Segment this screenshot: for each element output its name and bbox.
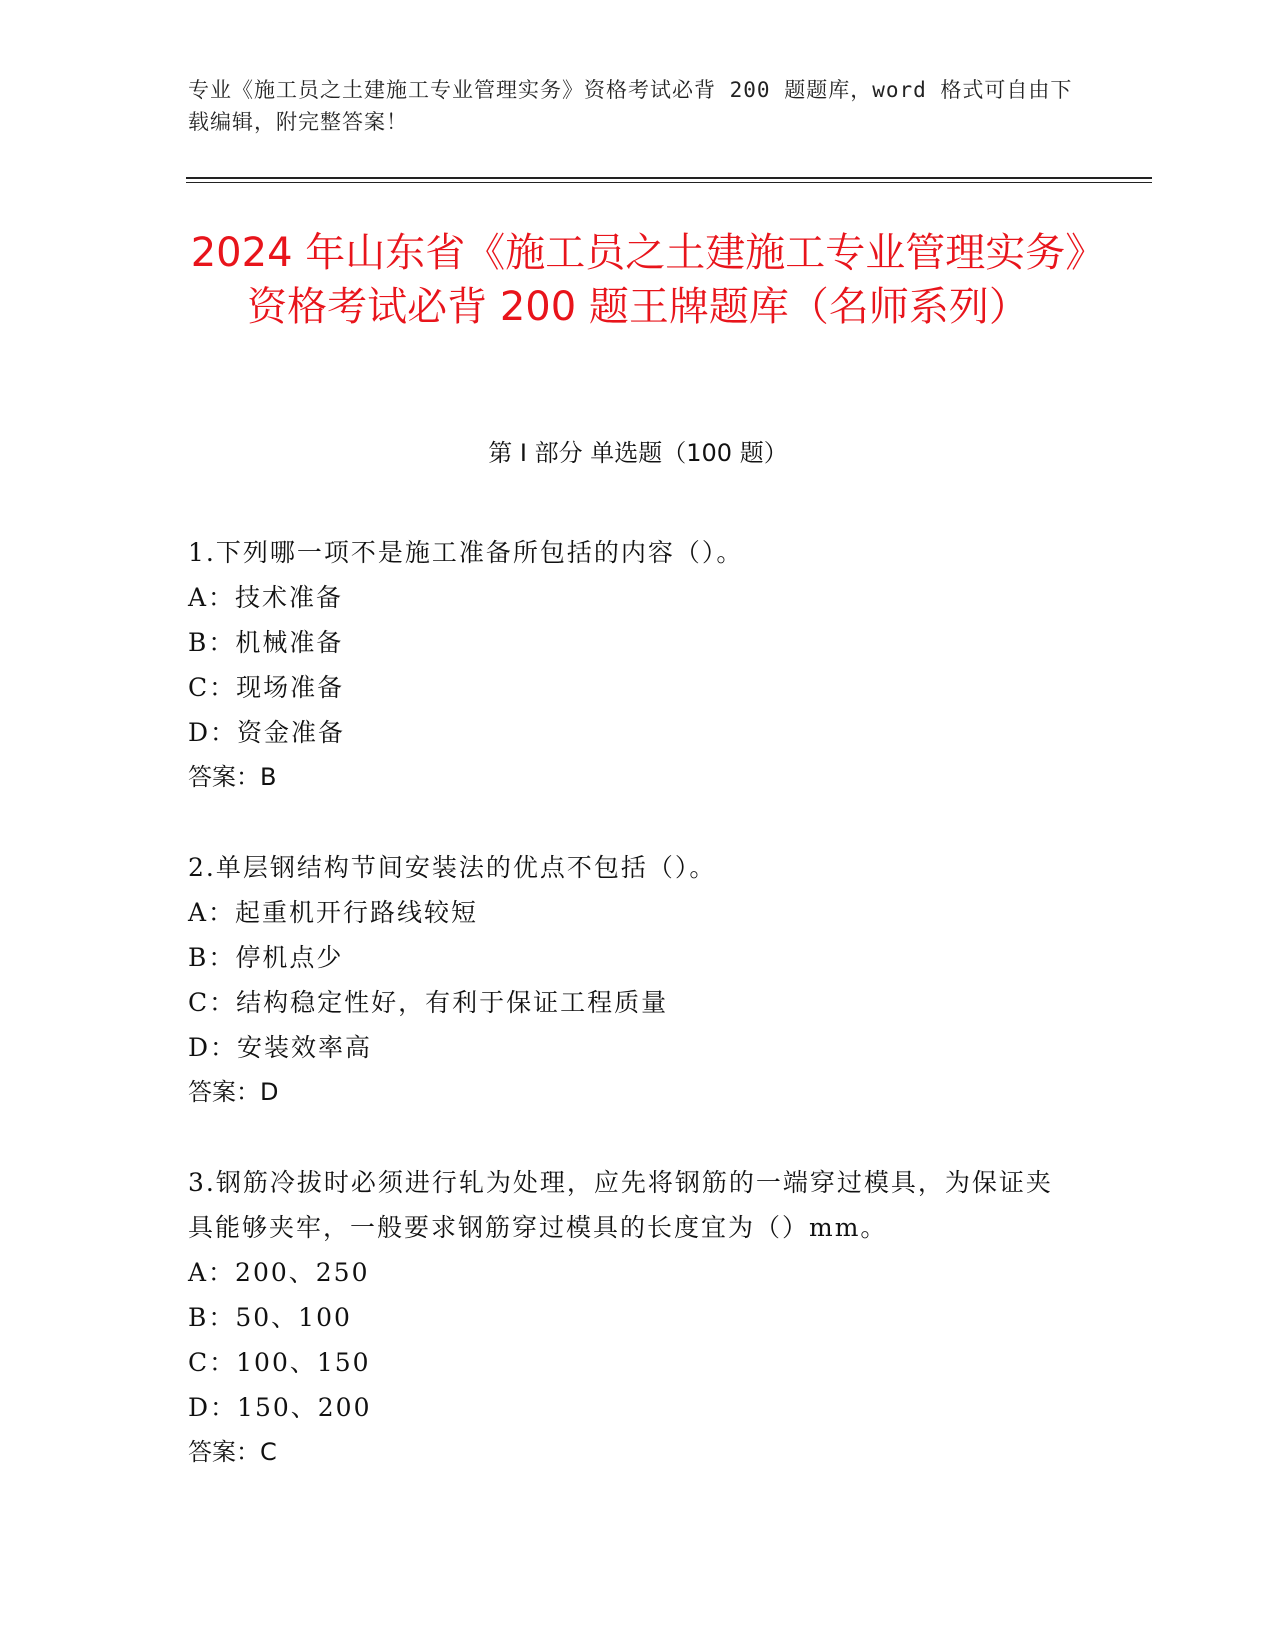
question-stem: 2.单层钢结构节间安装法的优点不包括（）。 [188,853,717,882]
option-b: B：50、100 [188,1303,352,1332]
option-c: C：100、150 [188,1348,371,1377]
question-list [188,530,1068,1520]
option-d: D：150、200 [188,1393,372,1422]
answer: 答案：C [188,1438,277,1466]
option-b: B：机械准备 [188,628,344,657]
document-title: 2024 年山东省《施工员之土建施工专业管理实务》资格考试必背 200 题王牌题库（名师系列） [190,230,1086,330]
option-d: D：安装效率高 [188,1033,373,1062]
answer: 答案：B [188,763,277,791]
question-3 [188,1160,1068,1475]
question-2 [188,845,1068,1115]
document-header-note: 专业《施工员之土建施工专业管理实务》资格考试必背 200 题题库，word 格式可自由下载编辑，附完整答案！ [188,78,1073,134]
option-a: A：起重机开行路线较短 [188,898,479,927]
option-d: D：资金准备 [188,718,346,747]
option-a: A：200、250 [188,1258,370,1287]
option-a: A：技术准备 [188,583,344,612]
header-divider-thick [186,177,1152,179]
answer: 答案：D [188,1078,279,1106]
section-heading: 第 I 部分 单选题（100 题） [488,439,788,467]
question-stem: 1.下列哪一项不是施工准备所包括的内容（）。 [188,538,744,567]
option-b: B：停机点少 [188,943,344,972]
option-c: C：现场准备 [188,673,345,702]
question-stem: 3.钢筋冷拔时必须进行轧为处理，应先将钢筋的一端穿过模具，为保证夹具能够夹牢，一般要求钢筋穿过模具的长度宜为（）mm。 [188,1168,1053,1242]
option-c: C：结构稳定性好，有利于保证工程质量 [188,988,669,1017]
header-divider-thin [186,182,1152,183]
question-1 [188,530,1068,800]
